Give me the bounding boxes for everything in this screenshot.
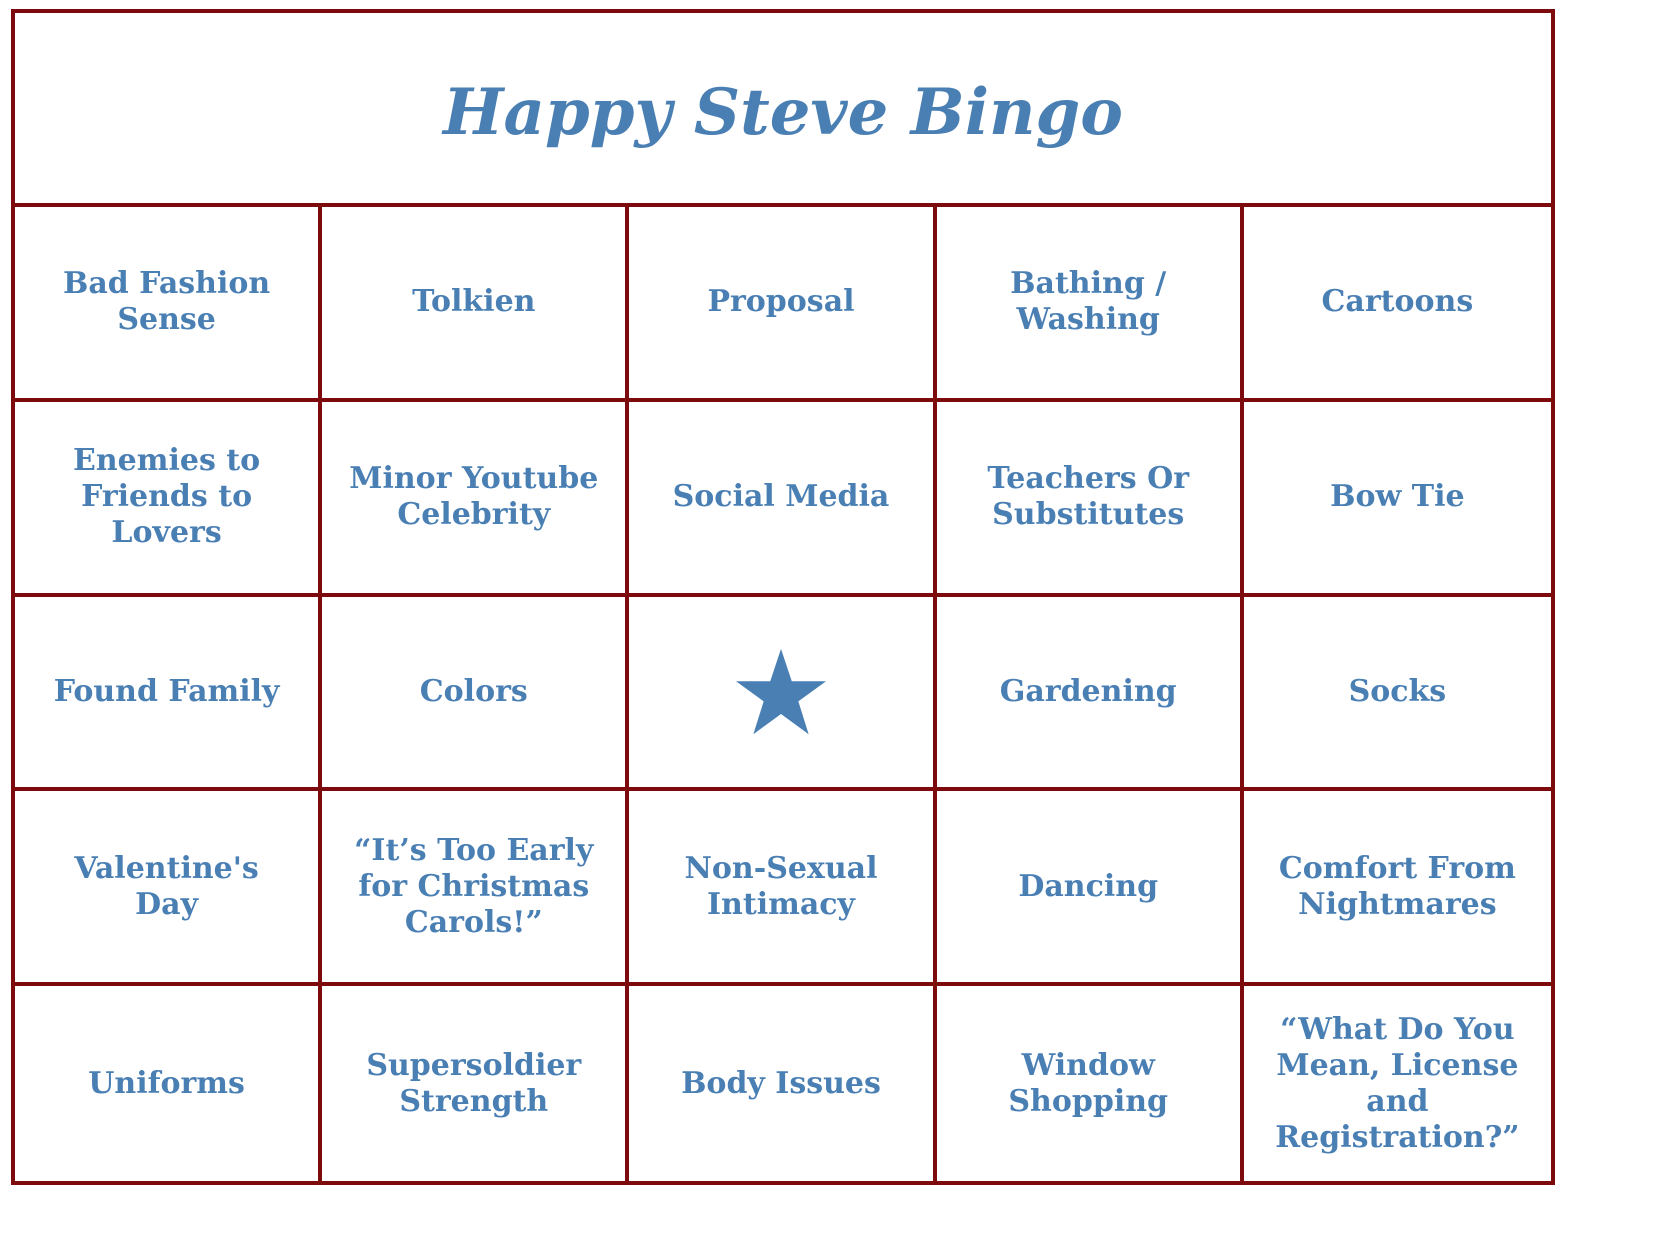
cell-label: Teachers Or Substitutes: [987, 461, 1190, 533]
cell-label: Tolkien: [412, 284, 536, 320]
bingo-board: [11, 9, 1555, 1185]
bingo-cell[interactable]: [937, 597, 1244, 792]
bingo-cell[interactable]: [15, 986, 322, 1181]
cell-label: Gardening: [999, 673, 1177, 709]
bingo-cell[interactable]: [15, 207, 322, 402]
cell-label: Supersoldier Strength: [366, 1047, 582, 1119]
cell-label: Bathing / Washing: [1010, 266, 1167, 338]
bingo-cell[interactable]: [322, 986, 629, 1181]
cell-label: “What Do You Mean, License and Registration?”: [1275, 1011, 1520, 1155]
bingo-cell[interactable]: [322, 791, 629, 986]
bingo-cell[interactable]: [1244, 986, 1551, 1181]
bingo-cell[interactable]: [629, 791, 936, 986]
bingo-cell[interactable]: [1244, 791, 1551, 986]
cell-label: Valentine's Day: [74, 850, 259, 922]
cell-label: Social Media: [672, 479, 890, 515]
bingo-cell[interactable]: [937, 986, 1244, 1181]
bingo-cell[interactable]: [322, 597, 629, 792]
bingo-cell[interactable]: [1244, 207, 1551, 402]
cell-label: Minor Youtube Celebrity: [349, 461, 599, 533]
cell-label: “It’s Too Early for Christmas Carols!”: [354, 832, 594, 940]
bingo-cell[interactable]: [15, 402, 322, 597]
cell-label: Proposal: [707, 284, 855, 320]
cell-label: Dancing: [1018, 868, 1159, 904]
star-icon: [734, 647, 828, 737]
bingo-cell[interactable]: [322, 402, 629, 597]
title-bar: [15, 13, 1551, 207]
cell-label: Enemies to Friends to Lovers: [72, 443, 261, 551]
bingo-cell[interactable]: [937, 791, 1244, 986]
bingo-grid: [15, 207, 1551, 1181]
cell-label: Non-Sexual Intimacy: [684, 850, 878, 922]
cell-label: Cartoons: [1321, 284, 1474, 320]
cell-label: Bad Fashion Sense: [62, 266, 271, 338]
page-title: Happy Steve Bingo: [443, 74, 1123, 150]
bingo-cell[interactable]: [629, 986, 936, 1181]
cell-label: Window Shopping: [1008, 1047, 1168, 1119]
cell-label: Uniforms: [88, 1065, 245, 1101]
bingo-cell[interactable]: [629, 207, 936, 402]
cell-label: Colors: [419, 673, 528, 709]
cell-label: Body Issues: [681, 1065, 881, 1101]
bingo-cell[interactable]: [937, 207, 1244, 402]
free-space-cell[interactable]: [629, 597, 936, 792]
cell-label: Found Family: [53, 673, 280, 709]
bingo-cell[interactable]: [15, 791, 322, 986]
cell-label: Socks: [1348, 673, 1447, 709]
bingo-cell[interactable]: [1244, 402, 1551, 597]
bingo-cell[interactable]: [322, 207, 629, 402]
cell-label: Bow Tie: [1330, 479, 1465, 515]
bingo-cell[interactable]: [15, 597, 322, 792]
bingo-cell[interactable]: [937, 402, 1244, 597]
bingo-cell[interactable]: [1244, 597, 1551, 792]
bingo-cell[interactable]: [629, 402, 936, 597]
cell-label: Comfort From Nightmares: [1278, 850, 1516, 922]
